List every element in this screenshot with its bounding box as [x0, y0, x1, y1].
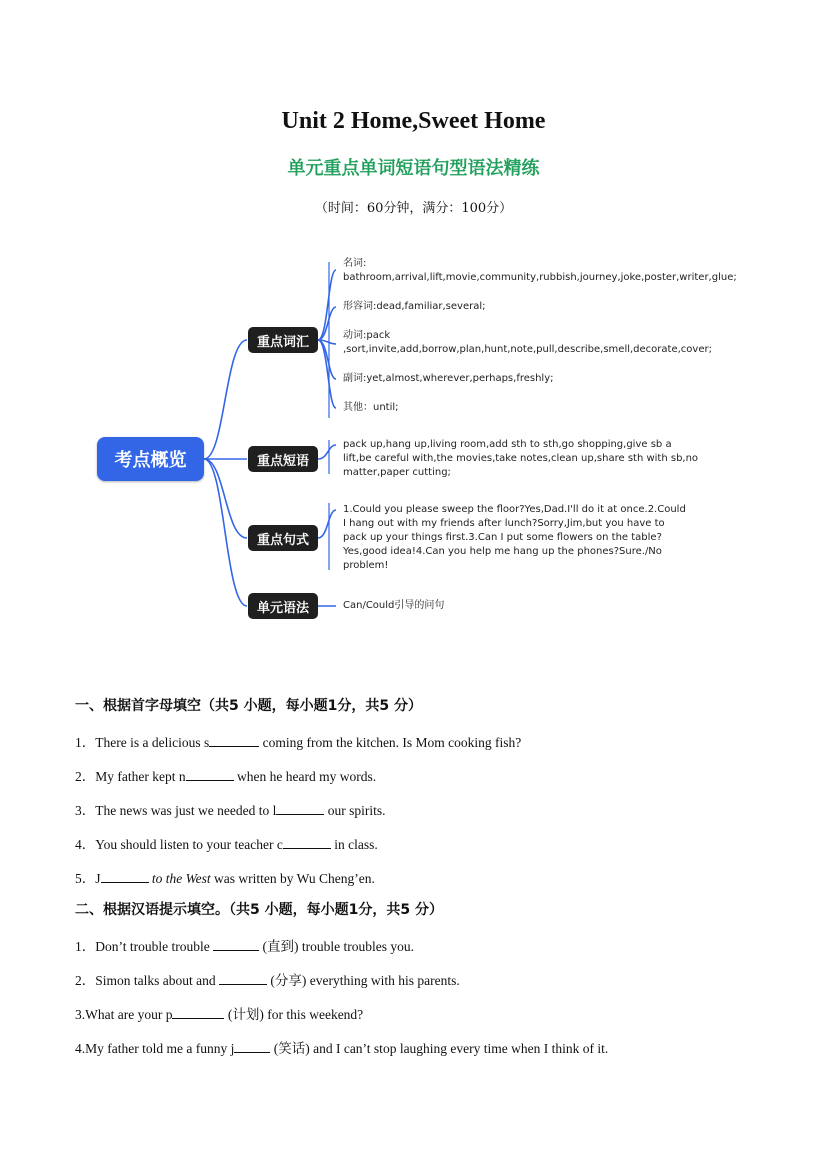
vocab-adjectives	[343, 300, 486, 314]
question-text: My father told me a funny j	[85, 1041, 235, 1056]
time-info: （时间：60分钟，满分：100分）	[314, 201, 513, 216]
mindmap-node-phrases: 重点短语	[248, 446, 318, 472]
question-row	[75, 765, 376, 785]
sentences-line: problem!	[343, 560, 389, 571]
answer-blank[interactable]	[276, 802, 324, 815]
mindmap-node-vocab: 重点词汇	[248, 327, 318, 353]
question-text: My father kept n	[95, 769, 186, 784]
vocab-adverbs-list: 副词:yet,almost,wherever,perhaps,freshly;	[343, 373, 554, 384]
question-text: in class.	[330, 837, 378, 852]
question-text: our spirits.	[324, 803, 386, 818]
question-text: Simon talks about and	[95, 973, 219, 988]
question-number: 4．	[75, 837, 96, 852]
phrases-line: pack up,hang up,living room,add sth to sth,go shopping,give sb a	[343, 439, 672, 450]
question-row	[75, 1037, 608, 1057]
question-text: What are your p	[85, 1007, 173, 1022]
grammar-text	[343, 599, 444, 613]
connector-vocab	[204, 340, 247, 459]
sentences-line: Yes,good idea!4.Can you help me hang up the phones?Sure./No	[343, 546, 662, 557]
question-row	[75, 1003, 363, 1023]
mindmap-node-grammar: 单元语法	[248, 593, 318, 619]
question-text: (直到) trouble troubles you.	[259, 939, 414, 954]
question-text: (计划) for this weekend?	[224, 1007, 364, 1022]
connector-sentences	[204, 459, 247, 538]
question-row	[75, 935, 414, 955]
vocab-adverbs	[343, 372, 554, 386]
answer-blank[interactable]	[234, 1040, 270, 1053]
question-row	[75, 731, 521, 751]
document-title: Unit 2 Home,Sweet Home	[281, 108, 546, 134]
sentences-text	[343, 503, 686, 573]
vocab-verbs-list: ,sort,invite,add,borrow,plan,hunt,note,pull,describe,smell,decorate,cover;	[343, 344, 712, 355]
vocab-nouns-label: 名词:	[343, 258, 367, 269]
answer-blank[interactable]	[172, 1006, 224, 1019]
question-number: 3．	[75, 803, 96, 818]
question-text: J	[95, 871, 101, 886]
question-text: There is a delicious s	[95, 735, 210, 750]
question-text: You should listen to your teacher c	[95, 837, 283, 852]
answer-blank[interactable]	[219, 972, 267, 985]
vocab-others	[343, 401, 399, 415]
question-number: 2．	[75, 769, 96, 784]
question-row	[75, 867, 375, 887]
question-number: 3.	[75, 1007, 86, 1022]
phrases-text	[343, 438, 698, 480]
question-text: was written by Wu Cheng’en.	[210, 871, 375, 886]
sentences-line: 1.Could you please sweep the floor?Yes,Dad.I'll do it at once.2.Could	[343, 504, 686, 515]
question-text: Don’t trouble trouble	[95, 939, 214, 954]
question-text: when he heard my words.	[233, 769, 377, 784]
question-text: (笑话) and I can’t stop laughing every time when I think of it.	[270, 1041, 609, 1056]
question-number: 4.	[75, 1041, 86, 1056]
vocab-others-list: 其他：until;	[343, 402, 399, 413]
answer-blank[interactable]	[101, 870, 149, 883]
mindmap-root: 考点概览	[97, 437, 204, 481]
sentences-line: I hang out with my friends after lunch?Sorry,Jim,but you have to	[343, 518, 665, 529]
grammar-line: Can/Could引导的问句	[343, 600, 445, 611]
section2-heading: 二、根据汉语提示填空。（共5 小题，每小题1分，共5 分）	[75, 902, 443, 918]
vocab-nouns	[343, 257, 737, 285]
question-row	[75, 833, 378, 853]
section1-heading: 一、根据首字母填空（共5 小题，每小题1分，共5 分）	[75, 698, 422, 714]
question-text: (分享) everything with his parents.	[267, 973, 460, 988]
sentences-line: pack up your things first.3.Can I put some flowers on the table?	[343, 532, 662, 543]
question-text-italic: to the West	[148, 871, 211, 886]
question-number: 1．	[75, 939, 96, 954]
question-text: coming from the kitchen. Is Mom cooking fish?	[259, 735, 522, 750]
vocab-nouns-list: bathroom,arrival,lift,movie,community,rubbish,journey,joke,poster,writer,glue;	[343, 272, 737, 283]
answer-blank[interactable]	[283, 836, 331, 849]
answer-blank[interactable]	[213, 938, 259, 951]
mindmap-node-sentences: 重点句式	[248, 525, 318, 551]
phrases-line: lift,be careful with,the movies,take notes,clean up,share sth with sb,no	[343, 453, 699, 464]
question-text: The news was just we needed to l	[95, 803, 277, 818]
answer-blank[interactable]	[209, 734, 259, 747]
vocab-adjectives-list: 形容词:dead,familiar,several;	[343, 301, 486, 312]
vocab-verbs-label: 动词:pack	[343, 330, 391, 341]
answer-blank[interactable]	[186, 768, 234, 781]
question-number: 1．	[75, 735, 96, 750]
phrases-line: matter,paper cutting;	[343, 467, 451, 478]
document-subtitle: 单元重点单词短语句型语法精练	[287, 158, 540, 179]
question-row	[75, 799, 385, 819]
question-number: 5．	[75, 871, 96, 886]
vocab-verbs	[343, 329, 712, 357]
connector-grammar	[204, 459, 247, 606]
question-number: 2．	[75, 973, 96, 988]
question-row	[75, 969, 460, 989]
